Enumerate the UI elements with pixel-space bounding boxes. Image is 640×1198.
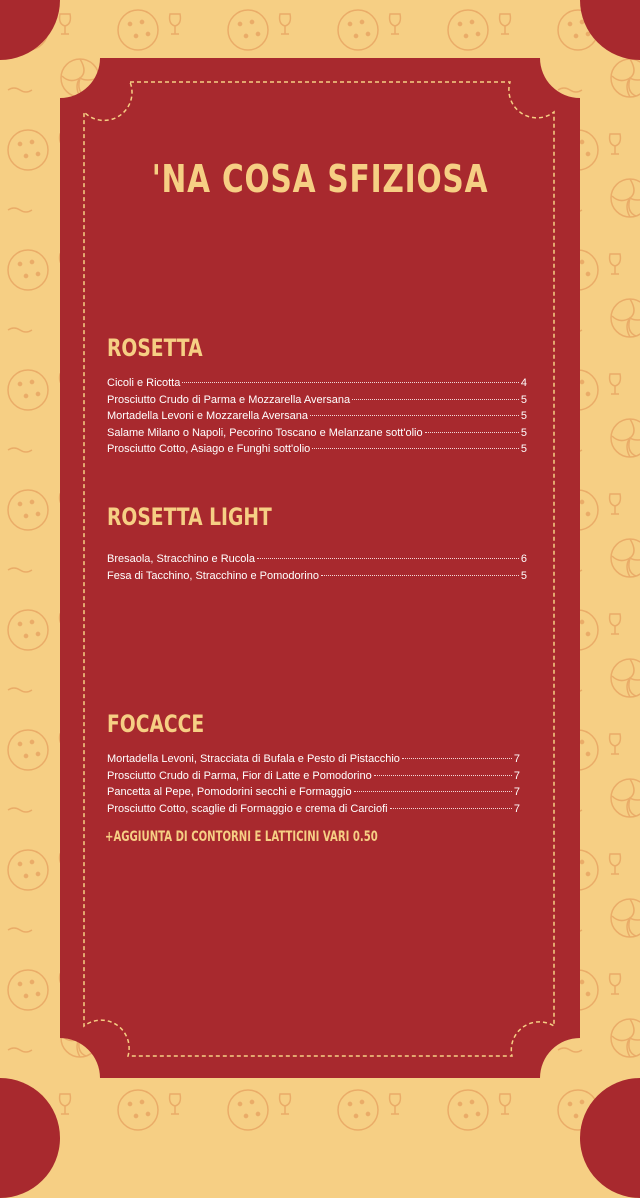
dot-leader xyxy=(402,758,512,759)
menu-item xyxy=(107,408,527,425)
item-price: 7 xyxy=(513,802,520,815)
section-items-rosetta xyxy=(107,375,527,458)
dot-leader xyxy=(374,775,512,776)
section-title-focacce: FOCACCE xyxy=(107,710,205,738)
dot-leader xyxy=(182,382,519,383)
extras-note: +AGGIUNTA DI CONTORNI E LATTICINI VARI 0.50 xyxy=(105,829,378,845)
dot-leader xyxy=(352,399,519,400)
item-name: Prosciutto Cotto, Asiago e Funghi sott'olio xyxy=(107,443,311,455)
item-price: 5 xyxy=(520,393,527,406)
menu-item xyxy=(107,768,520,785)
item-price: 7 xyxy=(513,786,520,798)
dot-leader xyxy=(257,558,519,559)
menu-item xyxy=(107,784,520,801)
menu-item xyxy=(107,751,520,768)
menu-item xyxy=(107,392,527,409)
section-items-focacce xyxy=(107,751,520,817)
section-title-rosetta: ROSETTA xyxy=(107,334,203,362)
dot-leader xyxy=(390,808,512,809)
menu-item xyxy=(107,568,527,585)
menu-title: 'NA COSA SFIZIOSA xyxy=(151,157,489,202)
item-name: Bresaola, Stracchino e Rucola xyxy=(107,553,255,565)
menu-item xyxy=(107,375,527,392)
item-name: Mortadella Levoni, Stracciata di Bufala e Pesto di Pistacchio xyxy=(107,753,400,765)
dot-leader xyxy=(321,575,519,576)
dot-leader xyxy=(310,415,519,416)
item-name: Salame Milano o Napoli, Pecorino Toscano e Melanzane sott'olio xyxy=(107,426,423,439)
menu-item xyxy=(107,801,520,818)
menu-item xyxy=(107,441,527,458)
dot-leader xyxy=(425,432,519,433)
item-price: 4 xyxy=(520,377,527,389)
menu-item xyxy=(107,551,527,568)
dot-leader xyxy=(312,448,519,449)
item-price: 5 xyxy=(520,426,527,439)
item-price: 5 xyxy=(520,569,527,582)
item-price: 7 xyxy=(513,753,520,765)
item-name: Mortadella Levoni e Mozzarella Aversana xyxy=(107,410,308,422)
section-title-rosetta-light: ROSETTA LIGHT xyxy=(107,503,272,531)
item-name: Fesa di Tacchino, Stracchino e Pomodorino xyxy=(107,569,319,582)
section-items-rosetta-light xyxy=(107,551,527,584)
item-name: Pancetta al Pepe, Pomodorini secchi e Formaggio xyxy=(107,786,352,798)
item-price: 5 xyxy=(520,443,527,455)
item-name: Prosciutto Cotto, scaglie di Formaggio e crema di Carciofi xyxy=(107,802,388,815)
dot-leader xyxy=(354,791,512,792)
menu-item xyxy=(107,425,527,442)
item-name: Prosciutto Crudo di Parma, Fior di Latte e Pomodorino xyxy=(107,769,372,782)
item-price: 6 xyxy=(520,553,527,565)
item-name: Prosciutto Crudo di Parma e Mozzarella Aversana xyxy=(107,393,351,406)
item-price: 5 xyxy=(520,410,527,422)
item-price: 7 xyxy=(513,769,520,782)
item-name: Cicoli e Ricotta xyxy=(107,377,181,389)
